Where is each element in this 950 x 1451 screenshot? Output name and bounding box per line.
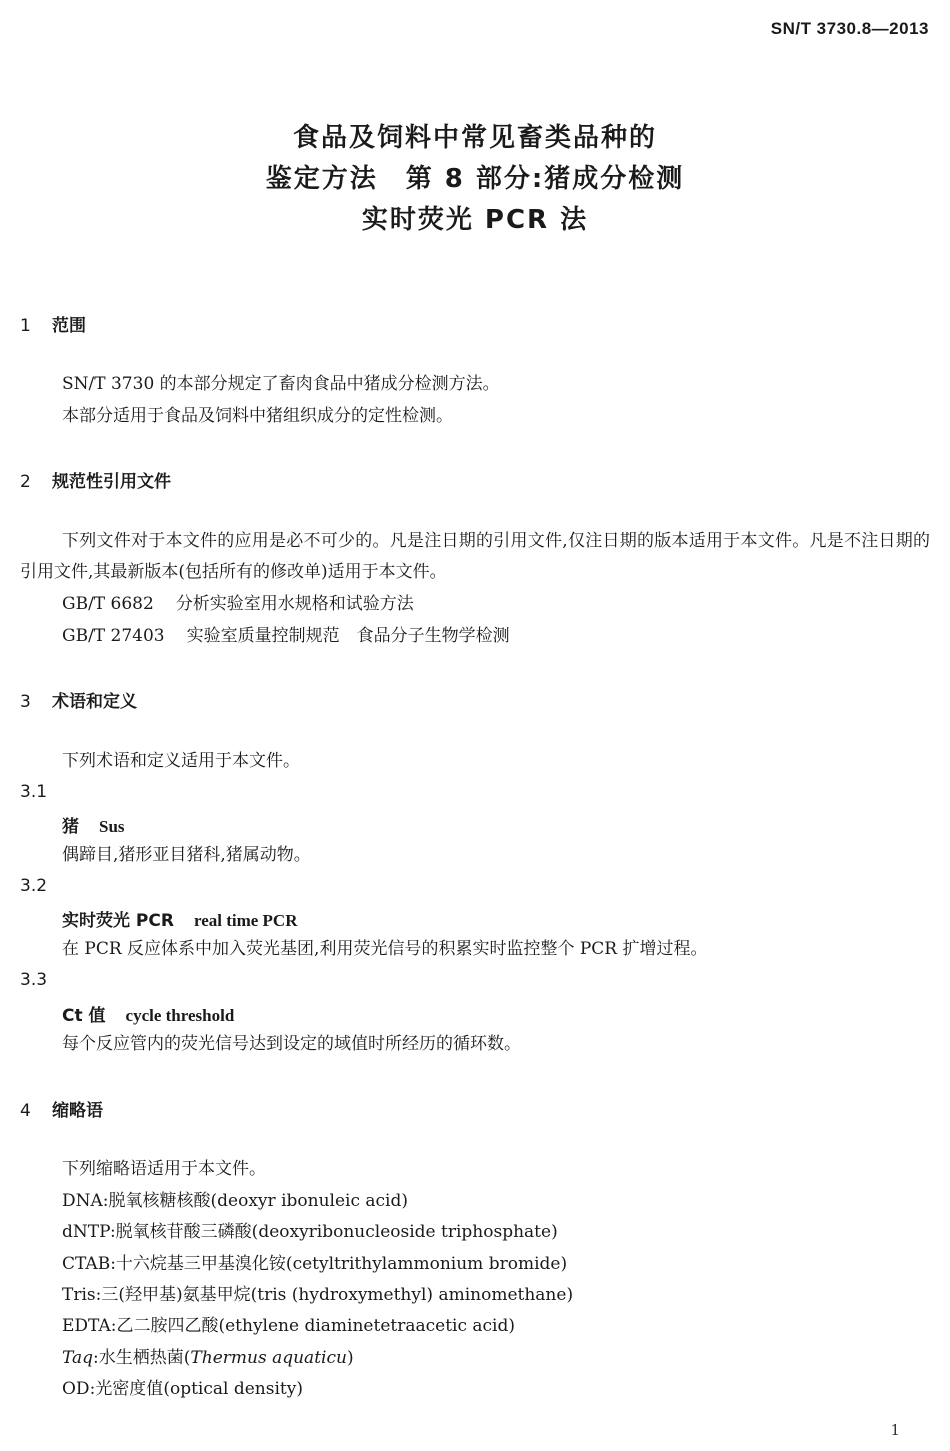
paragraph: 下列术语和定义适用于本文件。 [62,751,300,771]
term-definition: 每个反应管内的荧光信号达到设定的域值时所经历的循环数。 [62,1034,521,1054]
abbreviation-zh: 十六烷基三甲基溴化铵 [115,1254,286,1274]
term-en: real time PCR [193,911,298,930]
section-heading-normative-references [20,467,171,492]
term-number: 3.3 [20,970,48,990]
abbreviation-zh: 水生栖热菌 [98,1348,184,1368]
term-zh: Ct 值 [62,1006,106,1026]
section-number: 1 [20,316,31,336]
paragraph: 本部分适用于食品及饲料中猪组织成分的定性检测。 [62,406,453,426]
term-title [62,812,125,837]
abbreviation-term: OD [62,1379,90,1399]
section-title: 缩略语 [52,1101,103,1121]
abbreviation-en: tris (hydroxymethyl) aminomethane [257,1285,567,1305]
abbreviation-item: CTAB:十六烷基三甲基溴化铵(cetyltrithylammonium bromide) [62,1254,568,1274]
paragraph: 下列缩略语适用于本文件。 [62,1159,266,1179]
abbreviation-en: deoxyribonucleoside triphosphate [258,1222,552,1242]
abbreviation-item: DNA:脱氧核糖核酸(deoxyr ibonuleic acid) [62,1191,408,1211]
reference-title: 实验室质量控制规范 食品分子生物学检测 [186,626,510,646]
abbreviation-term: CTAB [62,1254,111,1274]
document-title [0,118,950,241]
section-heading-abbreviations [20,1096,103,1121]
term-zh: 实时荧光 PCR [62,911,174,931]
term-en: Sus [99,817,125,836]
section-number: 4 [20,1101,31,1121]
abbreviation-item: Tris:三(羟甲基)氨基甲烷(tris (hydroxymethyl) aminomethane) [62,1285,574,1305]
abbreviation-term: dNTP [62,1222,110,1242]
abbreviation-term: DNA [62,1191,103,1211]
section-title: 范围 [52,316,86,336]
term-title [62,906,298,931]
standard-number: SN/T 3730.8—2013 [770,19,929,38]
section-number: 2 [20,472,31,492]
reference-code: GB/T 27403 [62,626,165,646]
abbreviation-term: Tris [62,1285,96,1305]
reference-code: GB/T 6682 [62,594,154,614]
paragraph: 下列文件对于本文件的应用是必不可少的。凡是注日期的引用文件,仅注日期的版本适用于本文件。凡是不注日期的引用文件,其最新版本(包括所有的修改单)适用于本文件。 [20,531,930,582]
abbreviation-term: EDTA [62,1316,111,1336]
reference-item [62,624,510,648]
reference-title: 分析实验室用水规格和试验方法 [175,594,414,614]
section-heading-scope [20,311,86,336]
term-number: 3.1 [20,782,48,802]
abbreviation-en: Thermus aquaticu [190,1348,347,1368]
title-line-3: 实时荧光 PCR 法 [361,205,589,235]
abbreviation-zh: 脱氧核糖核酸 [108,1191,211,1211]
term-title [62,1001,234,1026]
title-line-2: 鉴定方法 第 8 部分:猪成分检测 [265,164,685,194]
reference-item [62,592,414,616]
term-number: 3.2 [20,876,48,896]
abbreviation-zh: 脱氧核苷酸三磷酸 [115,1222,252,1242]
abbreviation-term: Taq [62,1348,94,1368]
abbreviation-item: Taq:水生栖热菌(Thermus aquaticu) [62,1348,354,1368]
title-line-1: 食品及饲料中常见畜类品种的 [292,123,657,153]
abbreviation-en: ethylene diaminetetraacetic acid [225,1316,509,1336]
abbreviation-zh: 三(羟甲基)氨基甲烷 [101,1285,251,1305]
paragraph: SN/T 3730 的本部分规定了畜肉食品中猪成分检测方法。 [62,374,500,394]
term-definition: 偶蹄目,猪形亚目猪科,猪属动物。 [62,845,311,865]
abbreviation-zh: 乙二胺四乙酸 [116,1316,219,1336]
term-definition: 在 PCR 反应体系中加入荧光基团,利用荧光信号的积累实时监控整个 PCR 扩增过程。 [62,939,708,959]
abbreviation-item: OD:光密度值(optical density) [62,1379,303,1399]
abbreviation-zh: 光密度值 [95,1379,164,1399]
section-number: 3 [20,692,31,712]
section-heading-terms-definitions [20,687,137,712]
abbreviation-en: deoxyr ibonuleic acid [217,1191,402,1211]
section-title: 术语和定义 [52,692,137,712]
term-zh: 猪 [62,817,79,837]
abbreviation-item: EDTA:乙二胺四乙酸(ethylene diaminetetraacetic acid) [62,1316,515,1336]
abbreviation-item: dNTP:脱氧核苷酸三磷酸(deoxyribonucleoside triphosphate) [62,1222,558,1242]
abbreviation-en: optical density [169,1379,297,1399]
page-number: 1 [890,1421,900,1439]
section-title: 规范性引用文件 [52,472,171,492]
abbreviation-en: cetyltrithylammonium bromide [292,1254,561,1274]
term-en: cycle threshold [125,1006,235,1025]
